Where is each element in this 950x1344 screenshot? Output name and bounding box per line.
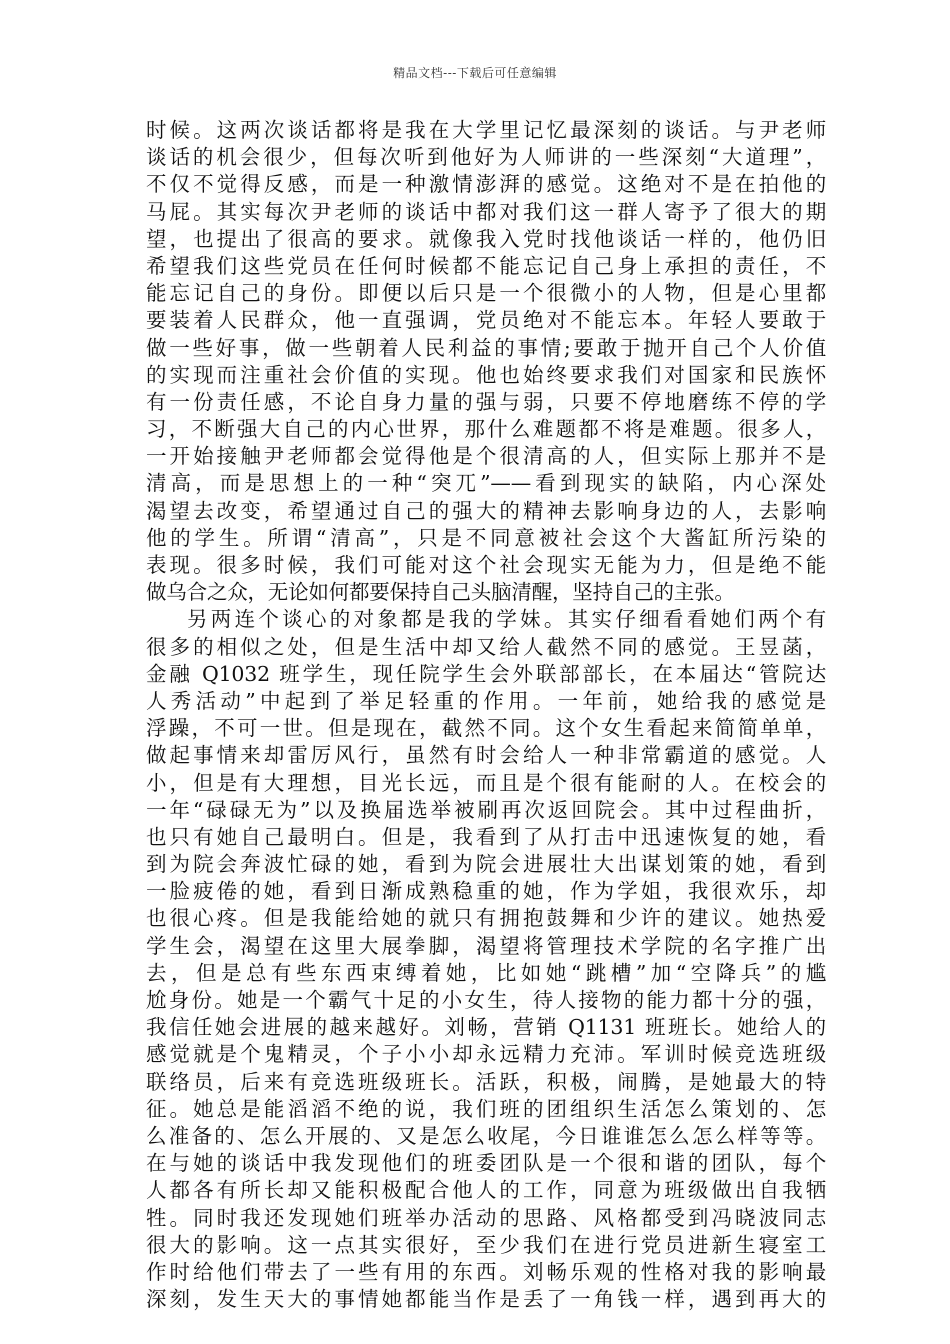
page-header: 精品文档---下载后可任意编辑: [393, 66, 557, 80]
text-line: 深刻，发生天大的事情她都能当作是丢了一角钱一样，遇到再大的: [146, 1287, 826, 1312]
text-line: 有一份责任感，不论自身力量的强与弱，只要不停地磨练不停的学: [146, 389, 826, 414]
text-line: 马屁。其实每次尹老师的谈话中都对我们这一群人寄予了很大的期: [146, 199, 826, 224]
text-line: 联络员，后来有竞选班级班长。活跃，积极，闹腾，是她最大的特: [146, 1069, 826, 1094]
text-line: 另两连个谈心的对象都是我的学妹。其实仔细看看她们两个有: [187, 607, 826, 632]
text-line: 人秀活动”中起到了举足轻重的作用。一年前，她给我的感觉是: [146, 688, 826, 713]
text-line: 做起事情来却雷厉风行，虽然有时会给人一种非常霸道的感觉。人: [146, 743, 826, 768]
text-line: 表现。很多时候，我们可能对这个社会现实无能为力，但是绝不能: [146, 553, 826, 577]
text-line: 清高，而是思想上的一种“突兀”——看到现实的缺陷，内心深处: [146, 471, 826, 496]
text-line: 很多的相似之处，但是生活中却又给人截然不同的感觉。王昱菡，: [146, 634, 826, 659]
text-line: 我信任她会进展的越来越好。刘畅，营销 Q1131 班班长。她给人的: [146, 1015, 826, 1040]
text-line: 感觉就是个鬼精灵，个子小小却永远精力充沛。军训时候竞选班级: [146, 1042, 826, 1067]
text-line: 人都各有所长却又能积极配合他人的工作，同意为班级做出自我牺: [146, 1178, 826, 1203]
text-line: 一年“碌碌无为”以及换届选举被刷再次返回院会。其中过程曲折，: [146, 797, 826, 822]
text-line: 么准备的、怎么开展的、又是怎么收尾，今日谁谁怎么怎么样等等。: [146, 1123, 826, 1148]
text-line: 望，也提出了很高的要求。就像我入党时找他谈话一样的，他仍旧: [146, 226, 826, 251]
text-line: 浮躁，不可一世。但是现在，截然不同。这个女生看起来简简单单，: [146, 716, 826, 741]
text-line: 尬身份。她是一个霸气十足的小女生，待人接物的能力都十分的强，: [146, 988, 826, 1012]
text-line: 作时给他们带去了一些有用的东西。刘畅乐观的性格对我的影响最: [146, 1259, 826, 1284]
text-line: 牲。同时我还发现她们班举办活动的思路、风格都受到冯晓波同志: [146, 1205, 826, 1230]
text-line: 能忘记自己的身份。即便以后只是一个很微小的人物，但是心里都: [146, 281, 826, 306]
text-line: 做一些好事，做一些朝着人民利益的事情;要敢于抛开自己个人价值: [146, 335, 826, 360]
text-line: 渴望去改变，希望通过自己的强大的精神去影响身边的人，去影响: [146, 498, 826, 523]
text-line: 一开始接触尹老师都会觉得他是个很清高的人，但实际上那并不是: [146, 444, 826, 469]
text-line: 学生会，渴望在这里大展拳脚，渴望将管理技术学院的名字推广出: [146, 933, 826, 958]
text-line: 做乌合之众，无论如何都要保持自己头脑清醒，坚持自己的主张。: [146, 580, 735, 605]
text-line: 不仅不觉得反感，而是一种激情澎湃的感觉。这绝对不是在拍他的: [146, 172, 826, 197]
text-line: 希望我们这些党员在任何时候都不能忘记自己身上承担的责任，不: [146, 253, 826, 278]
text-line: 谈话的机会很少，但每次听到他好为人师讲的一些深刻“大道理”，: [146, 145, 826, 170]
text-line: 他的学生。所谓“清高”，只是不同意被社会这个大酱缸所污染的: [146, 525, 826, 550]
text-line: 到为院会奔波忙碌的她，看到为院会进展壮大出谋划策的她，看到: [146, 852, 826, 877]
text-line: 金融 Q1032 班学生，现任院学生会外联部部长，在本届达“管院达: [146, 661, 826, 686]
text-line: 也很心疼。但是我能给她的就只有拥抱鼓舞和少许的建议。她热爱: [146, 906, 826, 931]
text-line: 征。她总是能滔滔不绝的说，我们班的团组织生活怎么策划的、怎: [146, 1096, 826, 1121]
text-line: 很大的影响。这一点其实很好，至少我们在进行党员进新生寝室工: [146, 1232, 826, 1257]
document-body: [146, 117, 826, 1313]
text-line: 在与她的谈话中我发现他们的班委团队是一个很和谐的团队，每个: [146, 1151, 826, 1176]
text-line: 时候。这两次谈话都将是我在大学里记忆最深刻的谈话。与尹老师: [146, 118, 826, 142]
text-line: 的实现而注重社会价值的实现。他也始终要求我们对国家和民族怀: [146, 362, 826, 387]
text-line: 小，但是有大理想，目光长远，而且是个很有能耐的人。在校会的: [146, 770, 826, 795]
text-line: 一脸疲倦的她，看到日渐成熟稳重的她，作为学姐，我很欢乐，却: [146, 879, 826, 904]
text-line: 习，不断强大自己的内心世界，那什么难题都不将是难题。很多人，: [146, 417, 826, 442]
text-line: 去，但是总有些东西束缚着她，比如她“跳槽”加“空降兵”的尴: [146, 960, 826, 985]
text-line: 要装着人民群众，他一直强调，党员绝对不能忘本。年轻人要敢于: [146, 308, 826, 333]
text-line: 也只有她自己最明白。但是，我看到了从打击中迅速恢复的她，看: [146, 824, 826, 849]
